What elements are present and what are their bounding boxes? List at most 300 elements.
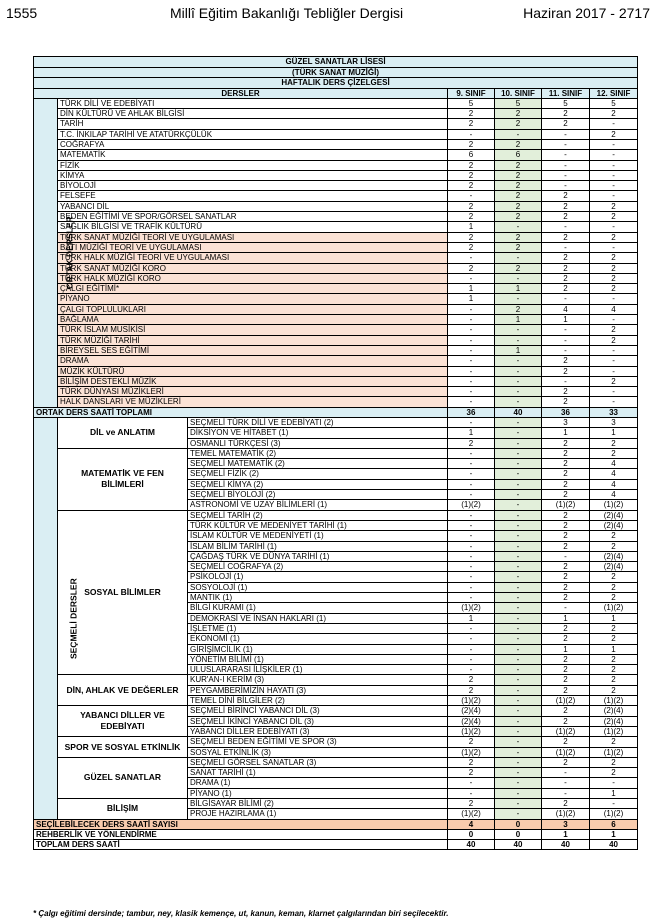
hours-cell: -	[590, 170, 638, 180]
hours-cell: (2)(4)	[590, 551, 638, 561]
table-row	[34, 201, 638, 211]
course-group-name: DİL ve ANLATIM	[58, 418, 188, 449]
table-row	[34, 57, 638, 68]
total-value: 40	[590, 840, 638, 850]
hours-cell: -	[448, 335, 495, 345]
hours-cell: 2	[542, 675, 590, 685]
hours-cell: -	[542, 222, 590, 232]
hours-cell: 2	[495, 109, 542, 119]
hours-cell: -	[495, 397, 542, 407]
hours-cell: 1	[542, 428, 590, 438]
elective-course-name: İSLAM KÜLTÜR VE MEDENİYETİ (1)	[188, 531, 448, 541]
hours-cell: 2	[542, 366, 590, 376]
hours-cell: 4	[590, 304, 638, 314]
hours-cell: -	[495, 294, 542, 304]
hours-cell: -	[542, 242, 590, 252]
hours-cell: -	[590, 345, 638, 355]
hours-cell: 2	[495, 232, 542, 242]
ortak-total-value: 33	[590, 407, 638, 417]
elective-course-name: SEÇMELİ BİRİNCİ YABANCI DİL (3)	[188, 706, 448, 716]
elective-course-name: PROJE HAZIRLAMA (1)	[188, 809, 448, 819]
hours-cell: 2	[448, 212, 495, 222]
hours-cell: 2	[495, 160, 542, 170]
table-row	[34, 798, 638, 808]
table-row	[34, 253, 638, 263]
hours-cell: -	[542, 139, 590, 149]
hours-cell: -	[495, 778, 542, 788]
column-header-g12: 12. SINIF	[590, 88, 638, 98]
elective-course-name: DRAMA (1)	[188, 778, 448, 788]
course-name: TÜRK İSLAM MUSİKİSİ	[58, 325, 448, 335]
table-title-line: HAFTALIK DERS ÇİZELGESİ	[34, 78, 638, 89]
hours-cell: 2	[448, 232, 495, 242]
hours-cell: -	[448, 644, 495, 654]
elective-course-name: KUR'AN-I KERİM (3)	[188, 675, 448, 685]
elective-course-name: ASTRONOMİ VE UZAY BİLİMLERİ (1)	[188, 500, 448, 510]
issue-info: Haziran 2017 - 2717	[523, 5, 650, 21]
hours-cell: 6	[448, 150, 495, 160]
elective-course-name: SEÇMELİ FİZİK (2)	[188, 469, 448, 479]
hours-cell: 2	[542, 665, 590, 675]
hours-cell: (2)(4)	[448, 706, 495, 716]
hours-cell: (2)(4)	[590, 510, 638, 520]
hours-cell: -	[495, 603, 542, 613]
course-name: SAĞLIK BİLGİSİ VE TRAFİK KÜLTÜRÜ	[58, 222, 448, 232]
hours-cell: 1	[495, 284, 542, 294]
course-name: TÜRK DİLİ VE EDEBİYATI	[58, 98, 448, 108]
hours-cell: -	[495, 798, 542, 808]
course-name: DİN KÜLTÜRÜ VE AHLAK BİLGİSİ	[58, 109, 448, 119]
hours-cell: -	[495, 448, 542, 458]
hours-cell: 2	[590, 757, 638, 767]
hours-cell: -	[448, 304, 495, 314]
elective-course-name: ÇAĞDAŞ TÜRK VE DÜNYA TARİHİ (1)	[188, 551, 448, 561]
hours-cell: 2	[448, 263, 495, 273]
hours-cell: -	[495, 572, 542, 582]
hours-cell: -	[448, 273, 495, 283]
elective-course-name: SEÇMELİ İKİNCİ YABANCI DİL (3)	[188, 716, 448, 726]
course-group-name: GÜZEL SANATLAR	[58, 757, 188, 798]
hours-cell: -	[495, 685, 542, 695]
hours-cell: -	[495, 366, 542, 376]
hours-cell: -	[448, 510, 495, 520]
hours-cell: 2	[495, 201, 542, 211]
hours-cell: 2	[542, 654, 590, 664]
course-name: ÇALGI TOPLULUKLARI	[58, 304, 448, 314]
hours-cell: 2	[590, 582, 638, 592]
hours-cell: -	[448, 191, 495, 201]
hours-cell: (1)(2)	[542, 726, 590, 736]
course-name: PİYANO	[58, 294, 448, 304]
hours-cell: 1	[448, 284, 495, 294]
hours-cell: -	[590, 222, 638, 232]
hours-cell: (1)(2)	[448, 500, 495, 510]
table-row	[34, 284, 638, 294]
table-row	[34, 737, 638, 747]
hours-cell: 2	[448, 798, 495, 808]
hours-cell: -	[448, 315, 495, 325]
table-row	[34, 366, 638, 376]
elective-course-name: SEÇMELİ TÜRK DİLİ VE EDEBİYATI (2)	[188, 418, 448, 428]
course-name: TÜRK SANAT MÜZİĞİ KORO	[58, 263, 448, 273]
course-name: HALK DANSLARI VE MÜZİKLERİ	[58, 397, 448, 407]
hours-cell: -	[495, 418, 542, 428]
hours-cell: 2	[542, 253, 590, 263]
hours-cell: 2	[495, 181, 542, 191]
table-row	[34, 263, 638, 273]
hours-cell: (2)(4)	[590, 520, 638, 530]
hours-cell: -	[448, 531, 495, 541]
hours-cell: -	[495, 768, 542, 778]
hours-cell: 2	[448, 737, 495, 747]
hours-cell: 2	[542, 716, 590, 726]
table-row	[34, 510, 638, 520]
elective-course-name: İŞLETME (1)	[188, 623, 448, 633]
total-value: 4	[448, 819, 495, 829]
table-row	[34, 304, 638, 314]
table-title-line: (TÜRK SANAT MÜZİĞİ)	[34, 67, 638, 78]
course-name: COĞRAFYA	[58, 139, 448, 149]
hours-cell: 4	[590, 459, 638, 469]
hours-cell: -	[590, 294, 638, 304]
table-row	[34, 397, 638, 407]
hours-cell: -	[448, 520, 495, 530]
hours-cell: (1)(2)	[542, 747, 590, 757]
elective-course-name: BİLGİSAYAR BİLİMİ (2)	[188, 798, 448, 808]
course-name: TÜRK MÜZİĞİ TARİHİ	[58, 335, 448, 345]
hours-cell: -	[448, 551, 495, 561]
hours-cell: 2	[590, 232, 638, 242]
elective-course-name: PİYANO (1)	[188, 788, 448, 798]
elective-course-name: SEÇMELİ MATEMATİK (2)	[188, 459, 448, 469]
hours-cell: 2	[590, 593, 638, 603]
hours-cell: 2	[542, 685, 590, 695]
elective-course-name: DİKSİYON VE HİTABET (1)	[188, 428, 448, 438]
hours-cell: 2	[495, 170, 542, 180]
total-value: 0	[495, 829, 542, 839]
total-value: 40	[542, 840, 590, 850]
hours-cell: -	[448, 345, 495, 355]
weekly-course-schedule-table	[33, 56, 638, 850]
hours-cell: (2)(4)	[590, 562, 638, 572]
table-row	[34, 829, 638, 839]
hours-cell: (1)(2)	[590, 809, 638, 819]
course-group-name: MATEMATİK VE FEN BİLİMLERİ	[58, 448, 188, 510]
secmeli-dersler-label-text: SEÇMELİ DERSLER	[68, 577, 79, 659]
hours-cell: -	[590, 119, 638, 129]
hours-cell: -	[495, 623, 542, 633]
hours-cell: 2	[590, 253, 638, 263]
hours-cell: 2	[448, 109, 495, 119]
hours-cell: 2	[448, 757, 495, 767]
hours-cell: -	[448, 129, 495, 139]
hours-cell: 2	[542, 593, 590, 603]
elective-course-name: İSLAM BİLİM TARİHİ (1)	[188, 541, 448, 551]
hours-cell: -	[495, 376, 542, 386]
table-row	[34, 273, 638, 283]
elective-course-name: TEMEL DİNİ BİLGİLER (2)	[188, 696, 448, 706]
hours-cell: 2	[542, 737, 590, 747]
hours-cell: 2	[542, 562, 590, 572]
table-row	[34, 170, 638, 180]
hours-cell: 2	[542, 273, 590, 283]
hours-cell: -	[495, 634, 542, 644]
hours-cell: 4	[542, 304, 590, 314]
total-label: SEÇİLEBİLECEK DERS SAATİ SAYISI	[34, 819, 448, 829]
hours-cell: 2	[448, 675, 495, 685]
column-header-g10: 10. SINIF	[495, 88, 542, 98]
hours-cell: 1	[448, 222, 495, 232]
table-row	[34, 129, 638, 139]
total-label: REHBERLİK VE YÖNLENDİRME	[34, 829, 448, 839]
table-row	[34, 150, 638, 160]
table-row	[34, 315, 638, 325]
hours-cell: -	[495, 222, 542, 232]
total-value: 0	[448, 829, 495, 839]
hours-cell: -	[495, 706, 542, 716]
hours-cell: -	[542, 325, 590, 335]
hours-cell: 2	[448, 438, 495, 448]
hours-cell: -	[495, 479, 542, 489]
hours-cell: 2	[590, 685, 638, 695]
hours-cell: -	[495, 500, 542, 510]
hours-cell: -	[448, 418, 495, 428]
hours-cell: -	[495, 788, 542, 798]
course-name: MATEMATİK	[58, 150, 448, 160]
hours-cell: -	[590, 778, 638, 788]
hours-cell: -	[542, 294, 590, 304]
hours-cell: 2	[495, 304, 542, 314]
course-name: BİREYSEL SES EĞİTİMİ	[58, 345, 448, 355]
table-row	[34, 356, 638, 366]
hours-cell: 2	[495, 212, 542, 222]
hours-cell: (2)(4)	[448, 716, 495, 726]
hours-cell: (1)(2)	[590, 603, 638, 613]
hours-cell: 5	[590, 98, 638, 108]
hours-cell: -	[448, 479, 495, 489]
hours-cell: 6	[495, 150, 542, 160]
hours-cell: 2	[590, 654, 638, 664]
hours-cell: -	[448, 665, 495, 675]
hours-cell: (1)(2)	[590, 500, 638, 510]
hours-cell: (1)(2)	[448, 696, 495, 706]
total-value: 40	[448, 840, 495, 850]
course-name: BEDEN EĞİTİMİ VE SPOR/GÖRSEL SANATLAR	[58, 212, 448, 222]
hours-cell: -	[495, 531, 542, 541]
hours-cell: 2	[542, 263, 590, 273]
hours-cell: -	[495, 737, 542, 747]
hours-cell: -	[590, 366, 638, 376]
hours-cell: -	[495, 490, 542, 500]
hours-cell: 1	[590, 788, 638, 798]
table-row	[34, 160, 638, 170]
hours-cell: -	[590, 139, 638, 149]
hours-cell: -	[495, 582, 542, 592]
table-row	[34, 109, 638, 119]
total-value: 40	[495, 840, 542, 850]
hours-cell: 2	[542, 459, 590, 469]
elective-course-name: SANAT TARİHİ (1)	[188, 768, 448, 778]
hours-cell: 2	[448, 119, 495, 129]
elective-course-name: ULUSLARARASI İLİŞKİLER (1)	[188, 665, 448, 675]
column-header-g9: 9. SINIF	[448, 88, 495, 98]
hours-cell: -	[495, 438, 542, 448]
course-name: BİYOLOJİ	[58, 181, 448, 191]
hours-cell: 2	[542, 448, 590, 458]
hours-cell: 2	[542, 634, 590, 644]
hours-cell: 2	[542, 572, 590, 582]
hours-cell: -	[495, 129, 542, 139]
hours-cell: 1	[542, 315, 590, 325]
hours-cell: 2	[448, 768, 495, 778]
table-row	[34, 232, 638, 242]
hours-cell: 2	[542, 119, 590, 129]
hours-cell: 2	[590, 675, 638, 685]
hours-cell: -	[495, 325, 542, 335]
hours-cell: 2	[542, 541, 590, 551]
hours-cell: -	[495, 757, 542, 767]
hours-cell: 2	[448, 242, 495, 252]
hours-cell: 1	[495, 345, 542, 355]
course-name: BİLİŞİM DESTEKLİ MÜZİK	[58, 376, 448, 386]
table-row	[34, 418, 638, 428]
hours-cell: -	[448, 397, 495, 407]
hours-cell: -	[448, 356, 495, 366]
course-name: FELSEFE	[58, 191, 448, 201]
table-row	[34, 191, 638, 201]
hours-cell: 2	[590, 263, 638, 273]
hours-cell: 2	[590, 665, 638, 675]
hours-cell: 2	[590, 129, 638, 139]
hours-cell: -	[590, 387, 638, 397]
hours-cell: 2	[542, 490, 590, 500]
hours-cell: (1)(2)	[590, 747, 638, 757]
table-row	[34, 139, 638, 149]
elective-course-name: SEÇMELİ TARİH (2)	[188, 510, 448, 520]
table-row	[34, 376, 638, 386]
table-title-line: GÜZEL SANATLAR LİSESİ	[34, 57, 638, 68]
hours-cell: 2	[542, 479, 590, 489]
table-row	[34, 294, 638, 304]
hours-cell: -	[542, 129, 590, 139]
hours-cell: -	[495, 253, 542, 263]
course-name: BAĞLAMA	[58, 315, 448, 325]
elective-course-name: PSİKOLOJİ (1)	[188, 572, 448, 582]
hours-cell: -	[495, 520, 542, 530]
hours-cell: -	[542, 150, 590, 160]
ortak-total-value: 40	[495, 407, 542, 417]
hours-cell: -	[590, 798, 638, 808]
elective-course-name: SOSYAL ETKİNLİK (3)	[188, 747, 448, 757]
column-header-g11: 11. SINIF	[542, 88, 590, 98]
table-row	[34, 325, 638, 335]
hours-cell: -	[542, 778, 590, 788]
total-value: 1	[590, 829, 638, 839]
elective-course-name: EKONOMİ (1)	[188, 634, 448, 644]
hours-cell: -	[448, 572, 495, 582]
hours-cell: -	[495, 551, 542, 561]
hours-cell: -	[495, 809, 542, 819]
hours-cell: 2	[495, 263, 542, 273]
hours-cell: -	[495, 469, 542, 479]
course-group-name: YABANCI DİLLER VE EDEBİYATI	[58, 706, 188, 737]
hours-cell: 2	[542, 520, 590, 530]
hours-cell: 2	[542, 510, 590, 520]
elective-course-name: TÜRK KÜLTÜR VE MEDENİYET TARİHİ (1)	[188, 520, 448, 530]
hours-cell: 2	[590, 737, 638, 747]
hours-cell: -	[448, 593, 495, 603]
hours-cell: -	[495, 726, 542, 736]
table-row	[34, 222, 638, 232]
course-name: TARİH	[58, 119, 448, 129]
hours-cell: (1)(2)	[448, 726, 495, 736]
hours-cell: 2	[448, 139, 495, 149]
table-row	[34, 345, 638, 355]
total-value: 6	[590, 819, 638, 829]
hours-cell: 2	[590, 273, 638, 283]
table-row	[34, 840, 638, 850]
hours-cell: -	[495, 644, 542, 654]
course-name: BATI MÜZİĞİ TEORİ VE UYGULAMASI	[58, 242, 448, 252]
hours-cell: -	[542, 335, 590, 345]
hours-cell: 2	[448, 170, 495, 180]
elective-course-name: GİRİŞİMCİLİK (1)	[188, 644, 448, 654]
hours-cell: 2	[590, 541, 638, 551]
hours-cell: -	[542, 181, 590, 191]
course-name: TÜRK HALK MÜZİĞİ TEORİ VE UYGULAMASI	[58, 253, 448, 263]
course-name: TÜRK HALK MÜZİĞİ KORO	[58, 273, 448, 283]
elective-course-name: SEÇMELİ BEDEN EĞİTİMİ VE SPOR (3)	[188, 737, 448, 747]
hours-cell: (1)(2)	[448, 603, 495, 613]
elective-course-name: SEÇMELİ BİYOLOJİ (2)	[188, 490, 448, 500]
table-row	[34, 675, 638, 685]
hours-cell: (1)(2)	[590, 696, 638, 706]
hours-cell: -	[495, 613, 542, 623]
hours-cell: -	[590, 150, 638, 160]
hours-cell: -	[448, 788, 495, 798]
hours-cell: -	[542, 376, 590, 386]
table-row	[34, 387, 638, 397]
total-value: 0	[495, 819, 542, 829]
hours-cell: (2)(4)	[590, 716, 638, 726]
hours-cell: (1)(2)	[542, 809, 590, 819]
hours-cell: 2	[448, 685, 495, 695]
hours-cell: 5	[542, 98, 590, 108]
hours-cell: 2	[542, 201, 590, 211]
hours-cell: -	[542, 603, 590, 613]
hours-cell: -	[542, 788, 590, 798]
course-name: DRAMA	[58, 356, 448, 366]
table-row	[34, 181, 638, 191]
table-row	[34, 212, 638, 222]
hours-cell: 2	[448, 181, 495, 191]
ortak-total-label: ORTAK DERS SAATİ TOPLAMI	[34, 407, 448, 417]
hours-cell: 2	[542, 397, 590, 407]
course-name: MÜZİK KÜLTÜRÜ	[58, 366, 448, 376]
total-value: 3	[542, 819, 590, 829]
page-number: 1555	[6, 5, 38, 21]
hours-cell: (1)(2)	[542, 696, 590, 706]
table-row	[34, 88, 638, 98]
table-row	[34, 757, 638, 767]
hours-cell: -	[495, 510, 542, 520]
hours-cell: -	[495, 696, 542, 706]
hours-cell: 4	[590, 469, 638, 479]
hours-cell: 2	[542, 531, 590, 541]
hours-cell: -	[542, 345, 590, 355]
hours-cell: 2	[542, 232, 590, 242]
table-row	[34, 98, 638, 108]
